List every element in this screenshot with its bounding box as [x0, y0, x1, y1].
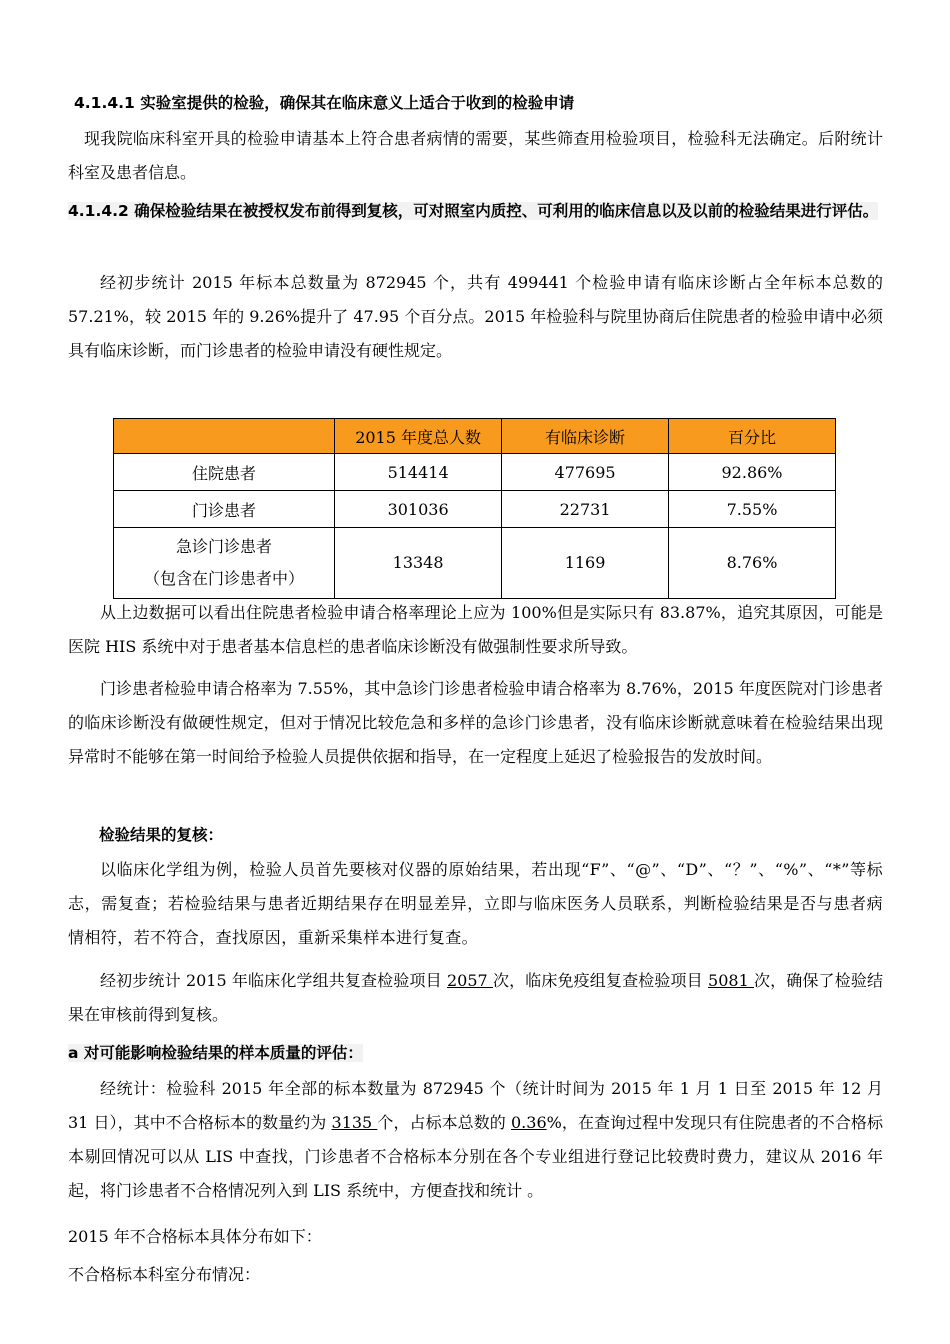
cell-percent: 92.86%	[669, 454, 836, 491]
row-label: 门诊患者	[114, 491, 335, 528]
review-stats-text: 次，确保了检验结果在审核前得到复核。	[68, 971, 883, 1024]
review-stats-text: 次，临床免疫组复查检验项目	[492, 971, 709, 990]
paragraph-review: 以临床化学组为例，检验人员首先要核对仪器的原始结果，若出现“F”、“@”、“D”、“？”、“%”、“*”等标志，需复查；若检验结果与患者近期结果存在明显差异，立即与临床医务人员联系，判断检验结果是否与患者病情相符，若不符合，查找原因，重新采集样本进行复查。	[68, 860, 883, 947]
paragraph-statistics: 经初步统计 2015 年标本总数量为 872945 个，共有 499441 个检验申请有临床诊断占全年标本总数的 57.21%，较 2015 年的 9.26%提升了 47.95 个百分点。2015 年检验科与院里协商后住院患者的检验申请中必须具有临床诊断，而门诊患者的检验申请没有硬性规定。	[68, 273, 883, 360]
cell-total: 514414	[335, 454, 502, 491]
sample-text: 经统计：检验科 2015 年全部的标本数量为 872945 个（统计时间为 2015 年 1 月 1 日至 2015 年 12 月 31 日），其中不合格标本的数量约为	[68, 1079, 883, 1132]
diagnosis-table	[113, 418, 836, 599]
table-row	[114, 454, 836, 491]
sample-text: %，在查询过程中发现只有住院患者的不合格标本剔回情况可以从 LIS 中查找，门诊患者不合格标本分别在各个专业组进行登记比较费时费力，建议从 2016 年起，将门诊患者不合格情况列入到 LIS 系统中，方便查找和统计 。	[68, 1113, 883, 1200]
table-header-cell: 有临床诊断	[502, 419, 669, 454]
distribution-intro: 2015 年不合格标本具体分布如下：	[68, 1227, 322, 1246]
sample-text: 个，占标本总数的	[377, 1113, 511, 1132]
paragraph-review-stats	[68, 964, 883, 1032]
paragraph-outpatient-analysis: 门诊患者检验申请合格率为 7.55%，其中急诊门诊患者检验申请合格率为 8.76%，2015 年度医院对门诊患者的临床诊断没有做硬性规定，但对于情况比较危急和多样的急诊门诊患者，没有临床诊断就意味着在检验结果出现异常时不能够在第一时间给予检验人员提供依据和指导，在一定程度上延迟了检验报告的发放时间。	[68, 679, 883, 766]
sample-quality-heading	[68, 1036, 883, 1070]
cell-total: 301036	[335, 491, 502, 528]
review-count-chemistry: 2057	[446, 971, 493, 990]
section-heading-4-1-4-2	[68, 194, 883, 228]
cell-diagnosis: 22731	[502, 491, 669, 528]
paragraph-inpatient-analysis: 从上边数据可以看出住院患者检验申请合格率理论上应为 100%但是实际只有 83.87%，追究其原因，可能是医院 HIS 系统中对于患者基本信息栏的患者临床诊断没有做强制性要求所导致。	[68, 603, 883, 656]
row-label-line1: 急诊门诊患者	[176, 537, 273, 556]
review-heading: 检验结果的复核：	[99, 826, 224, 844]
table-header-cell	[114, 419, 335, 454]
paragraph-sample-quality	[68, 1072, 883, 1208]
cell-diagnosis: 477695	[502, 454, 669, 491]
section-heading-4-1-4-1: 4.1.4.1 实验室提供的检验，确保其在临床意义上适合于收到的检验申请	[74, 94, 575, 112]
cell-diagnosis: 1169	[502, 528, 669, 599]
unqualified-count: 3135	[331, 1113, 378, 1132]
row-label: 住院患者	[114, 454, 335, 491]
table-row	[114, 528, 836, 599]
sample-quality-heading-text: a 对可能影响检验结果的样本质量的评估：	[68, 1044, 363, 1062]
cell-percent: 8.76%	[669, 528, 836, 599]
review-count-immunology: 5081	[708, 971, 754, 990]
paragraph-clinical-request: 现我院临床科室开具的检验申请基本上符合患者病情的需要，某些筛查用检验项目，检验科无法确定。后附统计科室及患者信息。	[68, 129, 883, 182]
section-heading-4-1-4-2-text: 4.1.4.2 确保检验结果在被授权发布前得到复核，可对照室内质控、可利用的临床信息以及以前的检验结果进行评估。	[68, 202, 879, 220]
table-header-cell: 百分比	[669, 419, 836, 454]
department-distribution-label: 不合格标本科室分布情况：	[68, 1265, 261, 1284]
row-label	[114, 528, 335, 599]
cell-total: 13348	[335, 528, 502, 599]
row-label-line2: （包含在门诊患者中）	[144, 569, 305, 588]
table-header-row	[114, 419, 836, 454]
review-stats-text: 经初步统计 2015 年临床化学组共复查检验项目	[100, 971, 447, 990]
unqualified-percent: 0.36	[511, 1113, 547, 1132]
cell-percent: 7.55%	[669, 491, 836, 528]
table-row	[114, 491, 836, 528]
table-header-cell: 2015 年度总人数	[335, 419, 502, 454]
